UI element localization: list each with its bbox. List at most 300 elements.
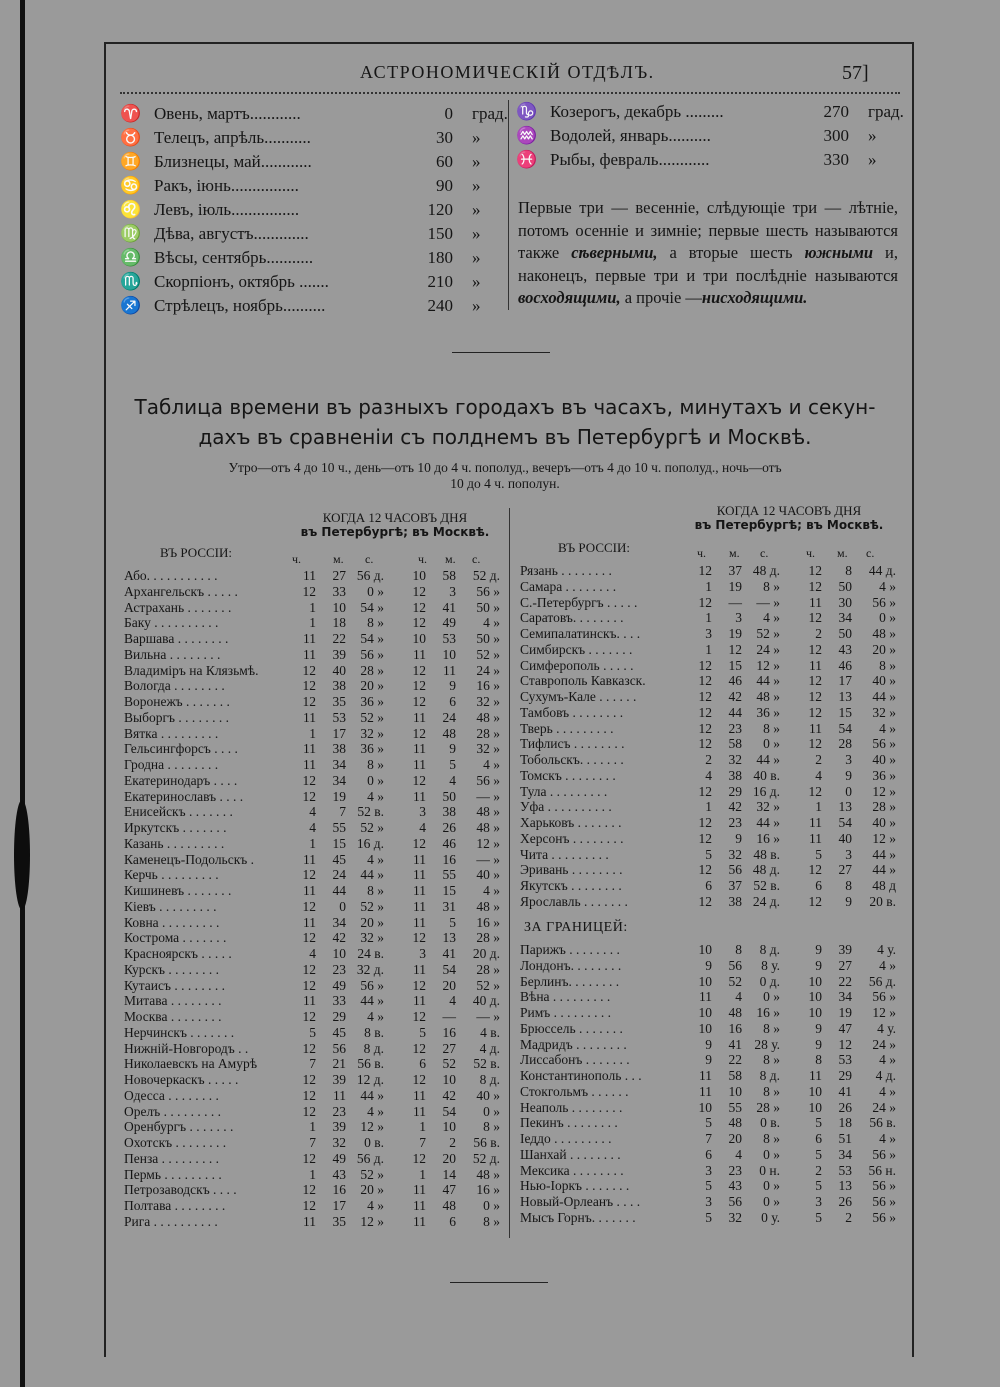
time-moscow: 9 — [845, 767, 852, 783]
time-petersburg: 11 — [303, 741, 316, 757]
time-petersburg: 58 — [728, 736, 742, 752]
table-row — [124, 1056, 508, 1072]
city-name: Оренбургъ . . . . . . . — [124, 1119, 234, 1135]
time-moscow: 4 — [449, 772, 456, 788]
time-petersburg: 32 — [728, 846, 742, 862]
time-moscow: 11 — [809, 720, 822, 736]
time-moscow: 34 — [838, 989, 852, 1005]
time-petersburg: 34 — [332, 757, 346, 772]
time-petersburg: 12 — [698, 720, 712, 736]
time-petersburg: 8 » — [763, 1131, 780, 1146]
taurus-icon: ♉ — [120, 128, 142, 147]
time-petersburg: 35 — [332, 1213, 346, 1229]
time-moscow: 13 — [442, 930, 456, 946]
time-moscow: 52 — [442, 1056, 456, 1072]
time-moscow: 50 — [442, 788, 456, 804]
time-petersburg: 9 — [735, 830, 742, 846]
time-moscow: 56 в. — [869, 1115, 896, 1131]
time-petersburg: 4 » — [367, 851, 384, 867]
time-moscow: 54 — [838, 720, 852, 736]
time-moscow: 2 — [449, 1135, 456, 1150]
city-name: Казань . . . . . . . . . — [124, 835, 225, 851]
time-moscow: 20 » — [872, 641, 896, 657]
time-petersburg: 20 » — [360, 678, 384, 694]
table-row — [124, 915, 508, 931]
table-row — [520, 689, 904, 705]
time-petersburg: 8 — [735, 942, 742, 957]
time-petersburg: 12 — [698, 783, 712, 799]
table-right — [520, 563, 904, 910]
time-petersburg: 10 — [698, 1099, 712, 1115]
table-row — [124, 1198, 508, 1214]
time-moscow: 12 — [808, 641, 822, 657]
time-petersburg: 24 — [332, 867, 346, 883]
time-moscow: 52 в. — [473, 1056, 500, 1072]
time-petersburg: 0 » — [367, 583, 384, 599]
time-petersburg: 16 » — [756, 1005, 780, 1020]
time-petersburg: 58 — [728, 1068, 742, 1083]
table-row — [520, 958, 904, 974]
time-moscow: 32 » — [872, 704, 896, 720]
time-petersburg: 32 » — [360, 725, 384, 741]
zodiac-name: Близнецы, май............ — [154, 152, 312, 171]
time-petersburg: 0 в. — [760, 1115, 780, 1131]
city-name: Саратовъ. . . . . . . . — [520, 610, 624, 626]
time-moscow: 12 — [412, 725, 426, 741]
time-petersburg: 38 — [728, 767, 742, 783]
time-petersburg: 2 — [705, 752, 712, 767]
time-petersburg: 8 » — [763, 578, 780, 594]
time-petersburg: 19 — [728, 626, 742, 641]
time-moscow: 8 » — [879, 657, 896, 673]
time-moscow: 8 » — [483, 1119, 500, 1135]
time-petersburg: 23 — [332, 961, 346, 977]
table-row — [124, 741, 508, 757]
zodiac-degrees: 210 — [427, 272, 453, 291]
time-moscow: 28 » — [476, 961, 500, 977]
time-petersburg: 4 » — [367, 1103, 384, 1119]
time-moscow: 12 — [412, 662, 426, 678]
time-moscow: 24 » — [476, 662, 500, 678]
table-row — [124, 1088, 508, 1104]
city-name: Мадридъ . . . . . . . . — [520, 1036, 627, 1052]
table-row — [520, 894, 904, 910]
city-name: Якутскъ . . . . . . . . — [520, 878, 622, 893]
time-moscow: 11 — [413, 709, 426, 725]
table-row — [520, 1084, 904, 1100]
time-petersburg: 11 — [303, 709, 316, 725]
time-petersburg: 22 — [728, 1052, 742, 1068]
time-moscow: 53 — [838, 1162, 852, 1178]
time-petersburg: 39 — [332, 646, 346, 662]
time-moscow: 3 — [845, 846, 852, 862]
unit-label: ч. — [418, 552, 428, 566]
time-petersburg: 12 — [302, 1040, 316, 1056]
time-petersburg: 11 — [699, 1083, 712, 1099]
city-name: Новочеркаскъ . . . . . — [124, 1072, 239, 1087]
time-moscow: 11 — [809, 657, 822, 673]
table-row — [124, 631, 508, 647]
time-moscow: 11 — [413, 788, 426, 804]
time-petersburg: 12 — [302, 1072, 316, 1087]
time-moscow: 12 — [412, 583, 426, 599]
time-moscow: 46 — [442, 835, 456, 851]
time-petersburg: 11 — [303, 631, 316, 646]
city-name: Полтава . . . . . . . . — [124, 1198, 226, 1213]
time-moscow: 42 — [442, 1087, 456, 1103]
time-petersburg: 55 — [728, 1099, 742, 1115]
table-row — [124, 789, 508, 805]
table-row — [520, 1021, 904, 1037]
city-name: Лондонъ. . . . . . . . — [520, 957, 622, 973]
time-petersburg: 12 — [302, 788, 316, 804]
time-moscow: 19 — [838, 1005, 852, 1020]
time-petersburg: 1 — [705, 641, 712, 657]
time-petersburg: 44 » — [360, 867, 384, 883]
time-petersburg: 0 » — [763, 736, 780, 752]
time-moscow: 9 — [815, 957, 822, 973]
libra-icon: ♎ — [120, 248, 142, 267]
time-petersburg: 8 » — [367, 615, 384, 631]
time-moscow: 20 в. — [869, 893, 896, 909]
city-name: Петрозаводскъ . . . . — [124, 1182, 237, 1198]
time-moscow: 52 » — [476, 646, 500, 662]
header-cities: въ Петербургѣ; въ Москвѣ. — [300, 525, 490, 539]
zodiac-unit: град. — [868, 102, 904, 121]
city-name: Варшава . . . . . . . . — [124, 631, 229, 646]
time-petersburg: 54 » — [360, 599, 384, 615]
table-row — [124, 867, 508, 883]
time-moscow: 9 — [845, 893, 852, 909]
city-name: Вологда . . . . . . . . — [124, 678, 225, 694]
city-name: Симбирскъ . . . . . . . — [520, 641, 633, 657]
time-petersburg: 16 — [332, 1182, 346, 1198]
time-petersburg: 42 — [728, 689, 742, 704]
city-name: Ярославль . . . . . . . — [520, 893, 628, 909]
time-petersburg: 41 — [728, 1036, 742, 1052]
time-petersburg: 44 — [332, 883, 346, 898]
time-moscow: 8 — [845, 563, 852, 578]
time-moscow: 50 — [838, 626, 852, 641]
time-moscow: 48 » — [476, 898, 500, 914]
time-moscow: 12 — [808, 704, 822, 720]
time-moscow: 56 » — [872, 736, 896, 752]
time-moscow: 1 — [419, 1166, 426, 1182]
time-moscow: 11 — [443, 662, 456, 678]
time-moscow: 52 д. — [472, 568, 500, 583]
city-name: Іеддо . . . . . . . . . — [520, 1131, 612, 1146]
table-row — [520, 1131, 904, 1147]
time-petersburg: 1 — [705, 610, 712, 626]
bottom-rule — [450, 1282, 548, 1283]
time-moscow: 12 — [808, 783, 822, 799]
time-moscow: 43 — [838, 641, 852, 657]
time-moscow: 12 — [808, 673, 822, 689]
time-moscow: 12 — [412, 1009, 426, 1024]
table-row — [520, 658, 904, 674]
gemini-icon: ♊ — [120, 152, 142, 171]
time-petersburg: 52 » — [360, 898, 384, 914]
time-petersburg: 10 — [698, 1005, 712, 1020]
table-title-line1: Таблица времени въ разныхъ городахъ въ часахъ, минутахъ и секун- — [134, 395, 876, 419]
zodiac-degrees: 150 — [427, 224, 453, 243]
time-moscow: 3 — [419, 804, 426, 820]
time-petersburg: 16 » — [756, 830, 780, 846]
zodiac-unit: » — [472, 248, 481, 267]
time-moscow: 1 — [419, 1119, 426, 1135]
time-petersburg: 9 — [705, 957, 712, 973]
table-row — [124, 836, 508, 852]
time-petersburg: 4 » — [367, 1009, 384, 1024]
zodiac-name: Козерогъ, декабрь ......... — [550, 102, 724, 121]
table-row — [520, 831, 904, 847]
book-spine — [20, 0, 25, 1387]
table-row — [520, 768, 904, 784]
time-petersburg: 5 — [705, 1178, 712, 1194]
zodiac-list-left — [120, 102, 508, 318]
time-petersburg: 11 — [303, 1213, 316, 1229]
table-row — [124, 852, 508, 868]
time-petersburg: — — [728, 594, 742, 610]
time-moscow: 0 » — [483, 1198, 500, 1213]
table-row — [520, 1100, 904, 1116]
time-petersburg: — » — [756, 594, 780, 610]
time-moscow: 41 — [442, 599, 456, 615]
time-petersburg: 8 д. — [363, 1040, 384, 1056]
time-petersburg: 19 — [728, 578, 742, 594]
time-petersburg: 38 — [728, 893, 742, 909]
time-moscow: 4 » — [879, 957, 896, 973]
table-row — [520, 815, 904, 831]
time-petersburg: 0 д. — [759, 973, 780, 989]
zodiac-list-right — [516, 100, 904, 172]
time-petersburg: 42 — [728, 799, 742, 815]
city-name: Ковна . . . . . . . . . — [124, 914, 220, 930]
zodiac-unit: » — [868, 150, 877, 169]
time-moscow: 11 — [413, 867, 426, 883]
leo-icon: ♌ — [120, 200, 142, 219]
time-moscow: 8 » — [483, 1213, 500, 1229]
time-moscow: 11 — [809, 830, 822, 846]
time-moscow: 10 — [412, 631, 426, 646]
time-of-day-note-line1: Утро—отъ 4 до 10 ч., день—отъ 10 до 4 ч. пополуд., вечеръ—отъ 4 до 10 ч. пополуд., ночь—отъ — [228, 460, 782, 475]
time-petersburg: 45 — [332, 851, 346, 867]
time-petersburg: 11 — [303, 914, 316, 930]
time-moscow: 12 — [412, 772, 426, 788]
zodiac-degrees: 30 — [436, 128, 453, 147]
time-petersburg: 0 в. — [364, 1135, 384, 1150]
city-name: Рязань . . . . . . . . — [520, 563, 612, 578]
city-name: С.-Петербургъ . . . . . — [520, 594, 638, 610]
time-moscow: 11 — [413, 1087, 426, 1103]
time-petersburg: 4 — [705, 767, 712, 783]
time-moscow: 4 — [419, 820, 426, 835]
time-moscow: 5 — [815, 1146, 822, 1162]
time-moscow: 6 — [419, 1056, 426, 1072]
city-name: Каменецъ-Подольскъ . — [124, 851, 254, 867]
time-petersburg: 20 — [728, 1131, 742, 1146]
time-moscow: 5 — [449, 757, 456, 772]
time-moscow: 1 — [815, 799, 822, 815]
right-column-header — [674, 503, 904, 533]
time-petersburg: 44 » — [756, 815, 780, 830]
table-row — [520, 1115, 904, 1131]
time-petersburg: 39 — [332, 1119, 346, 1135]
time-moscow: 40 » — [872, 752, 896, 767]
time-moscow: 20 — [442, 1150, 456, 1166]
time-petersburg: 15 — [728, 657, 742, 673]
time-petersburg: 12 — [302, 1009, 316, 1024]
city-name: Стокгольмъ . . . . . . — [520, 1083, 629, 1099]
time-petersburg: 0 » — [763, 1194, 780, 1209]
city-name: Мексика . . . . . . . . — [520, 1162, 624, 1178]
right-region-label: ВЪ РОССІИ: — [558, 540, 631, 555]
time-petersburg: 4 — [735, 1146, 742, 1162]
time-petersburg: 4 » — [367, 1198, 384, 1213]
zodiac-row — [120, 150, 505, 174]
time-moscow: 40 » — [872, 815, 896, 830]
time-moscow: 3 — [419, 946, 426, 961]
time-moscow: 22 — [838, 973, 852, 989]
table-row — [124, 1135, 508, 1151]
city-name: Тобольскъ. . . . . . . — [520, 752, 624, 767]
time-petersburg: 11 — [333, 1087, 346, 1103]
city-name: Астрахань . . . . . . . — [124, 599, 232, 615]
time-petersburg: 12 — [302, 1103, 316, 1119]
table-row — [520, 1163, 904, 1179]
table-row — [124, 773, 508, 789]
time-petersburg: 12 — [302, 1182, 316, 1198]
table-row — [124, 883, 508, 899]
section-title: АСТРОНОМИЧЕСКІЙ ОТДѢЛЪ. — [360, 62, 655, 82]
time-moscow: 27 — [838, 957, 852, 973]
time-moscow: 10 — [442, 1072, 456, 1087]
time-moscow: 40 — [838, 830, 852, 846]
time-moscow: 41 — [838, 1083, 852, 1099]
time-petersburg: 15 — [332, 835, 346, 851]
time-petersburg: 12 — [302, 898, 316, 914]
time-petersburg: 1 — [705, 799, 712, 815]
time-petersburg: 8 » — [367, 757, 384, 772]
time-petersburg: 11 — [303, 851, 316, 867]
table-row — [124, 678, 508, 694]
time-petersburg: 12 — [302, 1150, 316, 1166]
time-petersburg: 52 » — [360, 820, 384, 835]
time-petersburg: 12 — [698, 563, 712, 578]
time-petersburg: 12 — [698, 830, 712, 846]
table-row — [520, 862, 904, 878]
table-row — [124, 1104, 508, 1120]
time-moscow: 8 — [845, 878, 852, 893]
table-divider — [509, 508, 510, 1238]
time-moscow: 44 » — [872, 862, 896, 878]
time-moscow: 4 д. — [875, 1068, 896, 1083]
time-moscow: 50 » — [476, 599, 500, 615]
time-moscow: 16 » — [476, 1182, 500, 1198]
time-moscow: 16 — [442, 1024, 456, 1040]
time-petersburg: 29 — [332, 1009, 346, 1024]
time-petersburg: 1 — [309, 599, 316, 615]
time-petersburg: 12 — [698, 673, 712, 689]
table-row — [520, 721, 904, 737]
time-petersburg: 12 — [302, 961, 316, 977]
time-moscow: 17 — [838, 673, 852, 689]
time-moscow: 13 — [838, 1178, 852, 1194]
time-petersburg: 12 — [302, 867, 316, 883]
time-of-day-note-line2: 10 до 4 ч. пополун. — [450, 476, 560, 491]
time-moscow: 48 — [442, 725, 456, 741]
zodiac-name: Водолей, январь.......... — [550, 126, 711, 145]
unit-label: м. — [333, 552, 344, 566]
table-row — [124, 899, 508, 915]
time-moscow: 56 » — [476, 772, 500, 788]
time-petersburg: 8 » — [763, 1083, 780, 1099]
zodiac-unit: » — [472, 128, 481, 147]
time-moscow: 56 » — [872, 1194, 896, 1209]
time-petersburg: 49 — [332, 977, 346, 993]
table-row — [124, 1182, 508, 1198]
time-petersburg: 43 — [332, 1166, 346, 1182]
time-moscow: 48 » — [872, 626, 896, 641]
time-moscow: 4 — [449, 993, 456, 1009]
city-name: Берлинъ. . . . . . . . — [520, 973, 620, 989]
time-petersburg: 12 — [302, 662, 316, 678]
time-moscow: 12 — [412, 1150, 426, 1166]
time-moscow: 53 — [442, 631, 456, 646]
time-petersburg: 28 » — [756, 1099, 780, 1115]
time-moscow: 38 — [442, 804, 456, 820]
time-petersburg: 3 — [705, 1194, 712, 1209]
city-name: Томскъ . . . . . . . . — [520, 767, 616, 783]
time-moscow: 28 » — [476, 930, 500, 946]
time-moscow: 11 — [809, 594, 822, 610]
time-moscow: 12 — [412, 1040, 426, 1056]
time-moscow: 26 — [838, 1194, 852, 1209]
time-moscow: 24 » — [872, 1036, 896, 1052]
time-petersburg: 10 — [728, 1083, 742, 1099]
time-petersburg: 7 — [309, 1135, 316, 1150]
time-moscow: 12 — [808, 563, 822, 578]
city-name: Пермь . . . . . . . . . — [124, 1166, 222, 1182]
time-moscow: 12 » — [872, 783, 896, 799]
scorpio-icon: ♏ — [120, 272, 142, 291]
time-petersburg: 5 — [705, 846, 712, 862]
time-petersburg: 11 — [303, 993, 316, 1009]
time-moscow: — » — [476, 788, 500, 804]
time-petersburg: 12 — [302, 678, 316, 694]
time-moscow: 56 » — [872, 1209, 896, 1225]
table-row — [520, 1052, 904, 1068]
time-petersburg: 42 — [332, 930, 346, 946]
zodiac-name: Стрѣлецъ, ноябрь.......... — [154, 296, 326, 315]
time-petersburg: 4 — [309, 946, 316, 961]
unit-label: ч. — [292, 552, 302, 566]
time-moscow: 48 » — [476, 804, 500, 820]
time-petersburg: 18 — [332, 615, 346, 631]
table-row — [124, 757, 508, 773]
zodiac-degrees: 0 — [444, 104, 453, 123]
time-petersburg: 52 — [728, 973, 742, 989]
table-row — [520, 1147, 904, 1163]
time-moscow: 10 — [412, 568, 426, 583]
table-row — [520, 626, 904, 642]
time-petersburg: 12 — [302, 694, 316, 709]
time-moscow: 27 — [442, 1040, 456, 1056]
time-petersburg: 23 — [728, 720, 742, 736]
time-moscow: 40 » — [872, 673, 896, 689]
time-petersburg: 8 » — [763, 720, 780, 736]
time-moscow: 11 — [413, 1103, 426, 1119]
